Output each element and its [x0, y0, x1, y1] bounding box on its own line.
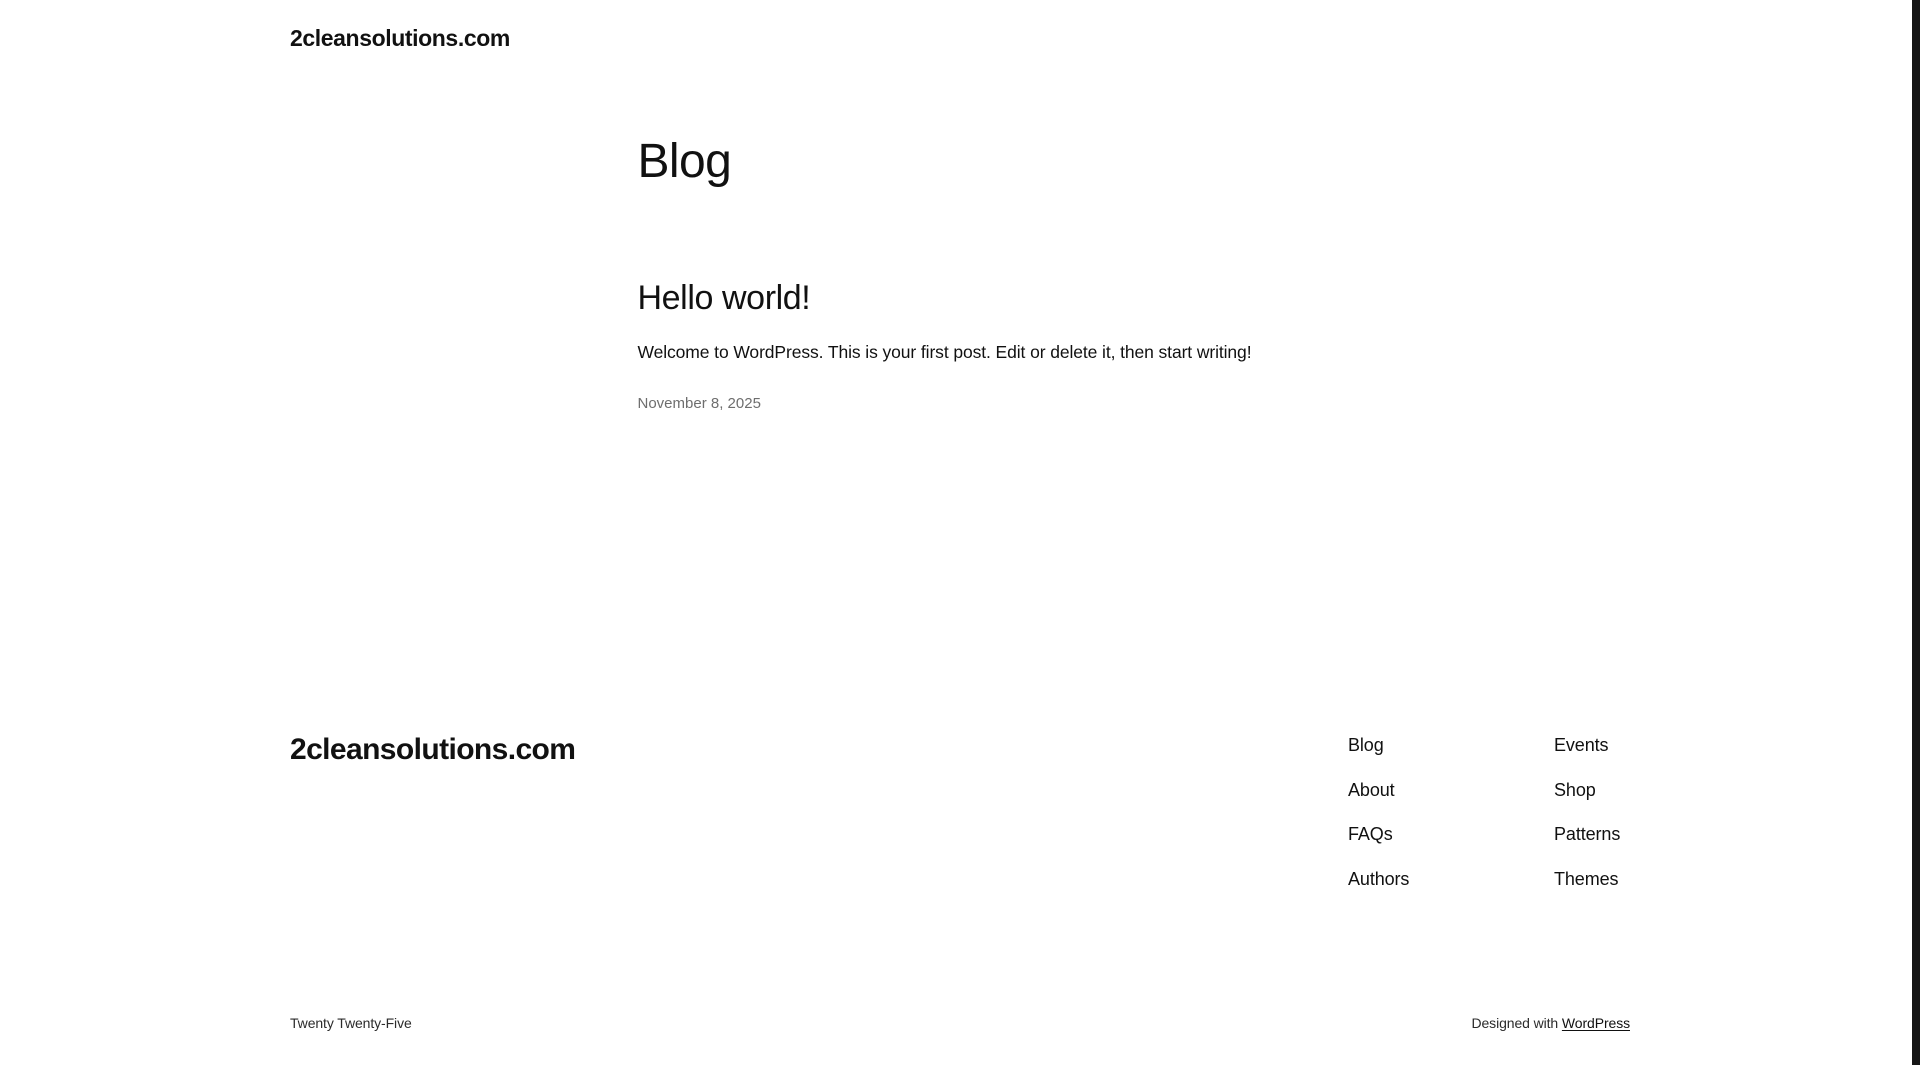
footer-link-about[interactable]: About	[1348, 779, 1395, 800]
footer-link-themes[interactable]: Themes	[1554, 869, 1619, 890]
footer-nav-item	[1554, 824, 1630, 846]
footer-bottom-row	[290, 1015, 1630, 1032]
footer-nav-item	[1554, 869, 1630, 891]
footer-link-patterns[interactable]: Patterns	[1554, 824, 1621, 845]
page-title: Blog	[637, 134, 732, 188]
footer-nav-item	[1348, 780, 1554, 802]
footer-top-row	[290, 732, 1630, 890]
post-excerpt: Welcome to WordPress. This is your first post. Edit or delete it, then start writing!	[637, 341, 1252, 362]
footer-link-blog[interactable]: Blog	[1348, 735, 1384, 756]
scrollbar-thumb[interactable]	[1912, 0, 1920, 1065]
footer-nav-column-2	[1554, 735, 1630, 890]
footer-nav-item	[1348, 869, 1554, 891]
footer-nav-item	[1554, 735, 1630, 757]
footer-link-events[interactable]: Events	[1554, 735, 1609, 756]
post-title-link[interactable]: Hello world!	[637, 279, 811, 318]
wordpress-link[interactable]: WordPress	[1561, 1014, 1630, 1031]
content-column	[638, 133, 1283, 414]
footer-link-shop[interactable]: Shop	[1554, 779, 1596, 800]
site-footer	[290, 732, 1630, 1031]
footer-nav-item	[1554, 780, 1630, 802]
footer-nav	[1348, 735, 1630, 890]
theme-name: Twenty Twenty-Five	[290, 1014, 412, 1031]
designed-with	[1471, 1015, 1630, 1032]
site-title-link[interactable]: 2cleansolutions.com	[290, 25, 510, 51]
footer-nav-item	[1348, 735, 1554, 757]
footer-nav-item	[1348, 824, 1554, 846]
site-header	[290, 0, 1630, 53]
post-list-item	[638, 278, 1283, 413]
footer-site-title-link[interactable]: 2cleansolutions.com	[290, 733, 576, 767]
footer-link-authors[interactable]: Authors	[1348, 869, 1410, 890]
footer-link-faqs[interactable]: FAQs	[1348, 824, 1393, 845]
post-title	[638, 278, 1283, 319]
designed-with-text: Designed with	[1471, 1014, 1562, 1031]
footer-nav-column-1	[1348, 735, 1554, 890]
main-content	[0, 133, 1920, 414]
post-date: November 8, 2025	[637, 395, 761, 413]
